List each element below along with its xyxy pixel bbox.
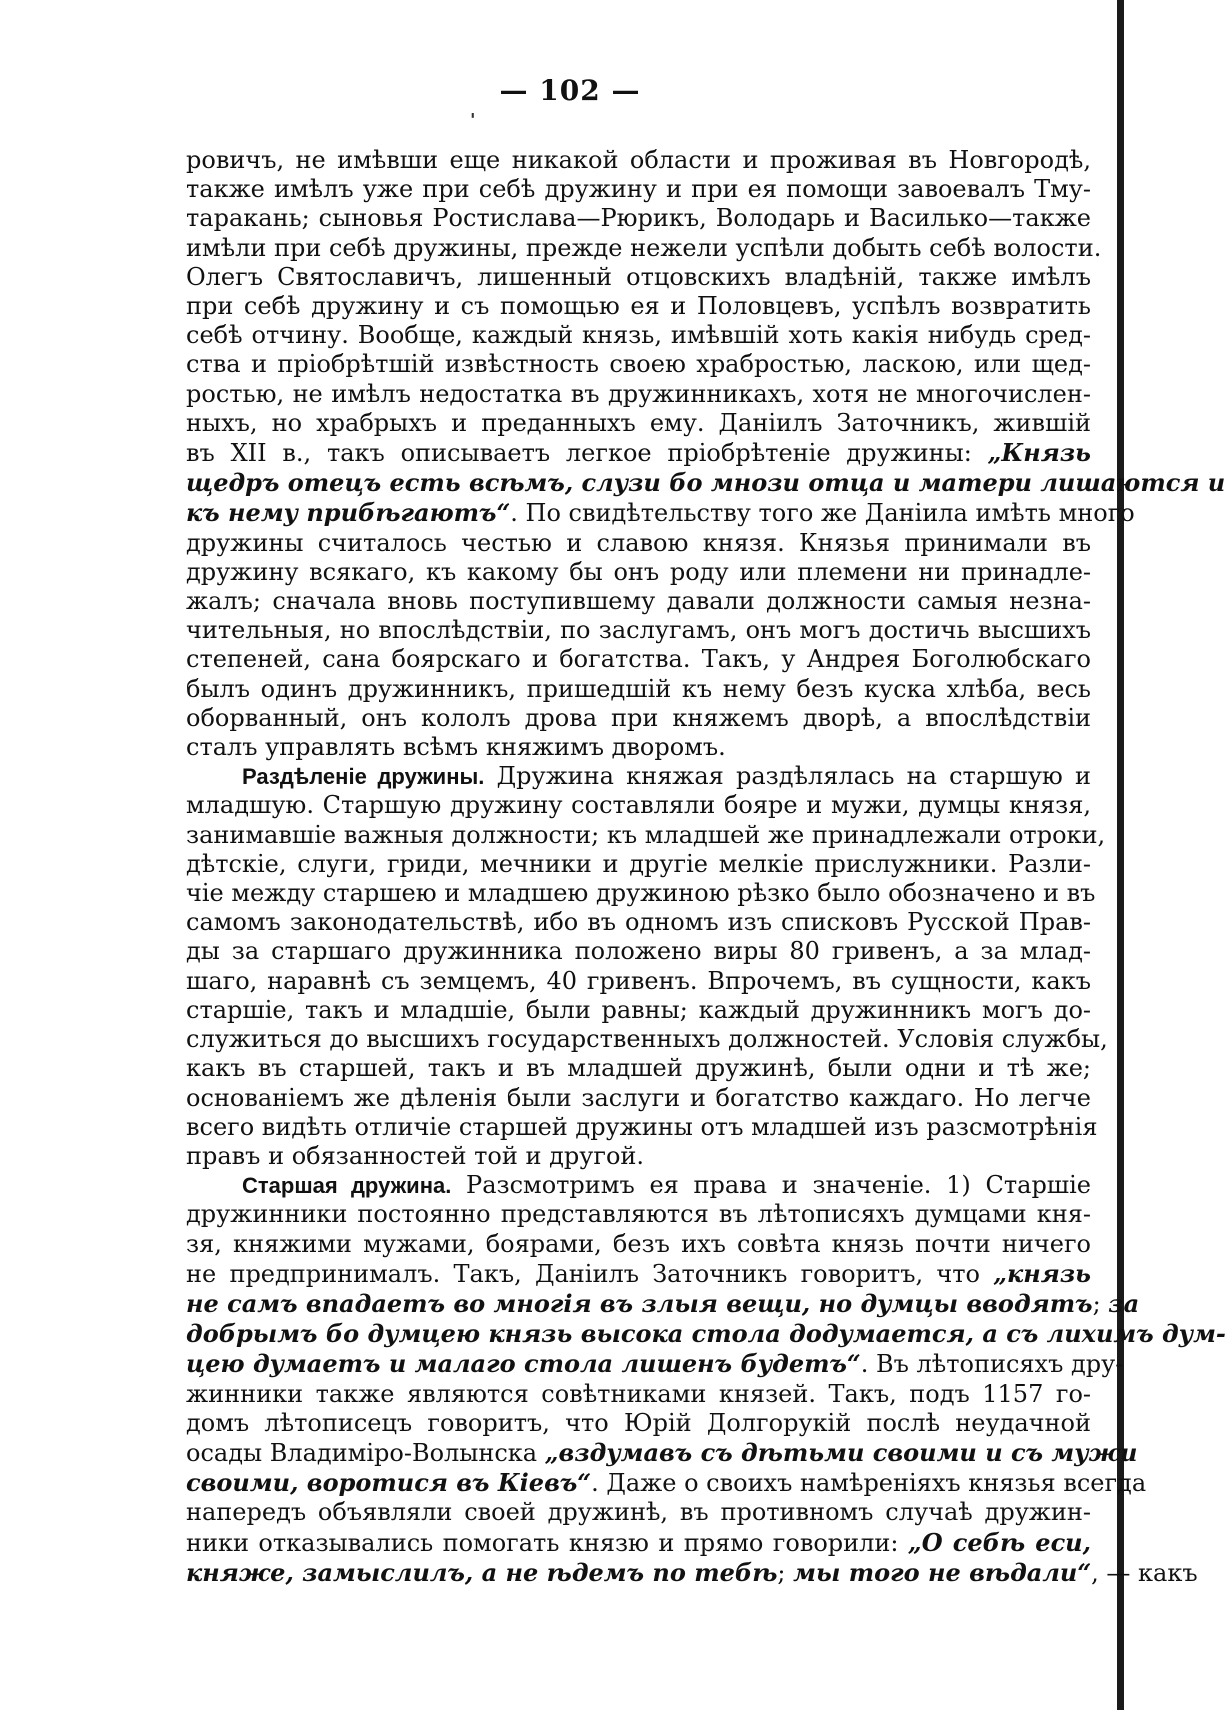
text-segment: основаніемъ же дѣленія были заслуги и богатство каждаго. Но легче xyxy=(186,1083,1091,1112)
text-line xyxy=(186,850,1091,879)
text-line xyxy=(186,879,1096,908)
text-segment: . Даже о своихъ намѣреніяхъ князья всегда xyxy=(591,1469,1147,1498)
text-segment: оборванный, онъ кололъ дрова при княжемъ дворѣ, а впослѣдствіи xyxy=(186,703,1091,732)
text-line xyxy=(186,350,1091,379)
text-segment: напередъ объявляли своей дружинѣ, въ противномъ случаѣ дружин- xyxy=(186,1498,1091,1527)
text-segment: Дружина княжая раздѣлялась на старшую и xyxy=(484,762,1092,791)
quote-segment: своими, воротися въ Кіевъ“ xyxy=(186,1468,592,1498)
text-segment: ства и пріобрѣтшій извѣстность своею храбростью, ласкою, или щед- xyxy=(186,350,1091,379)
text-segment: ды за старшаго дружинника положено виры 80 гривенъ, а за млад- xyxy=(186,937,1091,966)
text-body xyxy=(186,146,1226,1588)
text-segment: Олегъ Святославичъ, лишенный отцовскихъ владѣній, также имѣлъ xyxy=(186,262,1091,291)
print-speck: ' xyxy=(470,110,476,131)
quote-segment: щедръ отецъ есть всѣмъ, слузи бо мнози отца и матери лишаются и xyxy=(186,468,1226,498)
text-line xyxy=(186,616,1091,645)
text-line xyxy=(186,263,1091,292)
quote-segment: „вздумавъ съ дѣтьми своими и съ мужи xyxy=(544,1437,1138,1467)
text-line xyxy=(186,321,1091,350)
text-segment: также имѣлъ уже при себѣ дружину и при ея помощи завоевалъ Тму- xyxy=(186,175,1091,204)
page-number: — 102 — xyxy=(499,74,641,107)
text-line xyxy=(186,1025,1108,1054)
quote-segment: цею думаетъ и малаго стола лишенъ будетъ“ xyxy=(186,1349,861,1379)
text-line xyxy=(186,292,1091,321)
text-segment: занимавшіе важныя должности; къ младшей же принадлежали отроки, xyxy=(186,820,1106,849)
text-segment: всего видѣть отличіе старшей дружины отъ младшей изъ разсмотрѣнія xyxy=(186,1112,1098,1141)
text-line xyxy=(186,146,1091,175)
text-line xyxy=(186,1084,1091,1113)
text-line xyxy=(186,1468,1147,1498)
text-line xyxy=(186,587,1091,616)
text-segment: дружину всякаго, къ какому бы онъ роду или племени ни принадле- xyxy=(186,557,1091,586)
text-segment: былъ одинъ дружинникъ, пришедшій къ нему безъ куска хлѣба, весь xyxy=(186,674,1091,703)
text-segment: правъ и обязанностей той и другой. xyxy=(186,1141,645,1170)
text-line xyxy=(186,733,1091,762)
quote-segment: „Князь xyxy=(987,438,1091,468)
paragraph xyxy=(186,146,1226,762)
text-line xyxy=(186,1112,1098,1142)
text-line xyxy=(186,529,1091,558)
text-line xyxy=(186,1319,1226,1349)
text-line xyxy=(186,1380,1091,1409)
text-segment: ; xyxy=(777,1558,794,1587)
text-line xyxy=(186,233,1102,263)
text-line xyxy=(186,996,1091,1025)
text-segment: шаго, наравнѣ съ земцемъ, 40 гривенъ. Впрочемъ, въ сущности, какъ xyxy=(186,966,1091,995)
paragraph xyxy=(186,1171,1226,1588)
text-segment: . По свидѣтельству того же Даніила имѣть много xyxy=(510,499,1135,528)
section-heading: Раздѣленіе дружины. xyxy=(242,764,485,790)
text-segment: . Въ лѣтописяхъ дру- xyxy=(860,1350,1124,1379)
text-line xyxy=(186,675,1091,704)
text-line xyxy=(186,1409,1091,1438)
text-segment: жинники также являются совѣтниками князей. Такъ, подъ 1157 го- xyxy=(186,1379,1091,1408)
text-segment: дѣтскіе, слуги, гриди, мечники и другіе мелкіе прислужники. Разли- xyxy=(186,849,1091,878)
text-line xyxy=(186,1054,1091,1083)
text-line xyxy=(186,967,1091,996)
text-line xyxy=(186,937,1091,966)
text-line xyxy=(186,908,1091,937)
text-line xyxy=(186,791,1091,820)
quote-segment: добрымъ бо думцею князь высока стола додумается, а съ лихимъ дум- xyxy=(186,1319,1226,1349)
text-segment: ровичъ, не имѣвши еще никакой области и проживая въ Новгородѣ, xyxy=(186,146,1091,174)
paragraph xyxy=(186,762,1108,1171)
text-segment: не предпринималъ. Такъ, Даніилъ Заточникъ говоритъ, что xyxy=(186,1259,994,1288)
text-segment: служиться до высшихъ государственныхъ должностей. Условія службы, xyxy=(186,1025,1108,1054)
text-segment: жалъ; сначала вновь поступившему давали должности самыя незна- xyxy=(186,587,1091,616)
text-line xyxy=(186,762,1091,791)
text-line xyxy=(186,1200,1091,1229)
quote-segment: княже, замыслилъ, а не ѣдемъ по тебѣ xyxy=(186,1557,778,1587)
text-segment: имѣли при себѣ дружины, прежде нежели успѣли добыть себѣ волости. xyxy=(186,233,1102,262)
text-segment: домъ лѣтописецъ говоритъ, что Юрій Долгорукій послѣ неудачной xyxy=(186,1408,1091,1437)
text-segment: зя, княжими мужами, боярами, безъ ихъ совѣта князь почти ничего xyxy=(186,1229,1091,1258)
text-line xyxy=(186,1142,1091,1171)
text-segment: ники отказывались помогать князю и прямо говорили: xyxy=(186,1528,908,1557)
quote-segment: не самъ впадаетъ во многія въ злыя вещи, но думцы вводятъ xyxy=(186,1288,1093,1318)
text-segment: какъ въ старшей, такъ и въ младшей дружинѣ, были одни и тѣ же; xyxy=(186,1054,1091,1083)
text-segment: осады Владиміро-Волынска xyxy=(186,1438,545,1467)
text-segment: Разсмотримъ ея права и значеніе. 1) Старшіе xyxy=(451,1171,1091,1200)
text-line xyxy=(186,558,1091,587)
text-segment: ростью, не имѣлъ недостатка въ дружинникахъ, хотя не многочислен- xyxy=(186,379,1091,408)
text-line xyxy=(186,380,1091,409)
text-line xyxy=(186,1230,1091,1259)
text-segment: ; xyxy=(1092,1289,1109,1318)
text-segment: дружины считалось честью и славою князя. Князья принимали въ xyxy=(186,528,1091,557)
text-line xyxy=(186,1349,1124,1379)
quote-segment: за xyxy=(1108,1288,1140,1318)
text-line xyxy=(186,820,1106,850)
text-line xyxy=(186,645,1091,674)
text-segment: самомъ законодательствѣ, ибо въ одномъ изъ списковъ Русской Прав- xyxy=(186,908,1091,937)
text-segment: , — какъ xyxy=(1091,1558,1198,1587)
text-line xyxy=(186,1557,1198,1588)
text-segment: дружинники постоянно представляются въ лѣтописяхъ думцами кня- xyxy=(186,1200,1091,1229)
quote-segment: „О себѣ еси, xyxy=(907,1527,1091,1557)
text-segment: себѣ отчину. Вообще, каждый князь, имѣвшій хоть какія нибудь сред- xyxy=(186,321,1091,350)
text-segment: старшіе, такъ и младшіе, были равны; каждый дружинникъ могъ до- xyxy=(186,995,1091,1024)
text-line xyxy=(186,438,1091,468)
text-segment: въ XII в., такъ описываетъ легкое пріобрѣтеніе дружины: xyxy=(186,439,988,468)
text-segment: чіе между старшею и младшею дружиною рѣзко было обозначено и въ xyxy=(186,879,1096,908)
text-line xyxy=(186,498,1135,528)
text-segment: степеней, сана боярскаго и богатства. Такъ, у Андрея Боголюбскаго xyxy=(186,645,1091,674)
text-segment: сталъ управлять всѣмъ княжимъ дворомъ. xyxy=(186,733,726,762)
text-line xyxy=(186,409,1091,438)
text-line xyxy=(186,1288,1140,1319)
text-line xyxy=(186,1259,1091,1289)
quote-segment: къ нему прибѣгаютъ“ xyxy=(186,498,511,528)
section-heading: Старшая дружина. xyxy=(242,1173,452,1199)
text-line xyxy=(186,204,1091,233)
text-segment: младшую. Старшую дружину составляли бояре и мужи, думцы князя, xyxy=(186,791,1091,820)
quote-segment: мы того не вѣдали“ xyxy=(793,1557,1092,1587)
text-line xyxy=(186,1498,1091,1527)
text-segment: чительныя, но впослѣдствіи, по заслугамъ, онъ могъ достичь высшихъ xyxy=(186,616,1091,645)
text-line xyxy=(186,704,1091,733)
text-line xyxy=(186,468,1226,498)
quote-segment: „князь xyxy=(993,1258,1091,1288)
text-segment: ныхъ, но храбрыхъ и преданныхъ ему. Даніилъ Заточникъ, жившій xyxy=(186,408,1091,437)
text-line xyxy=(186,1171,1091,1200)
text-segment: при себѣ дружину и съ помощью ея и Половцевъ, успѣлъ возвратить xyxy=(186,292,1091,321)
text-line xyxy=(186,1528,1091,1558)
text-line xyxy=(186,175,1091,204)
text-line xyxy=(186,1437,1138,1468)
text-segment: таракань; сыновья Ростислава—Рюрикъ, Володарь и Василько—также xyxy=(186,204,1091,233)
